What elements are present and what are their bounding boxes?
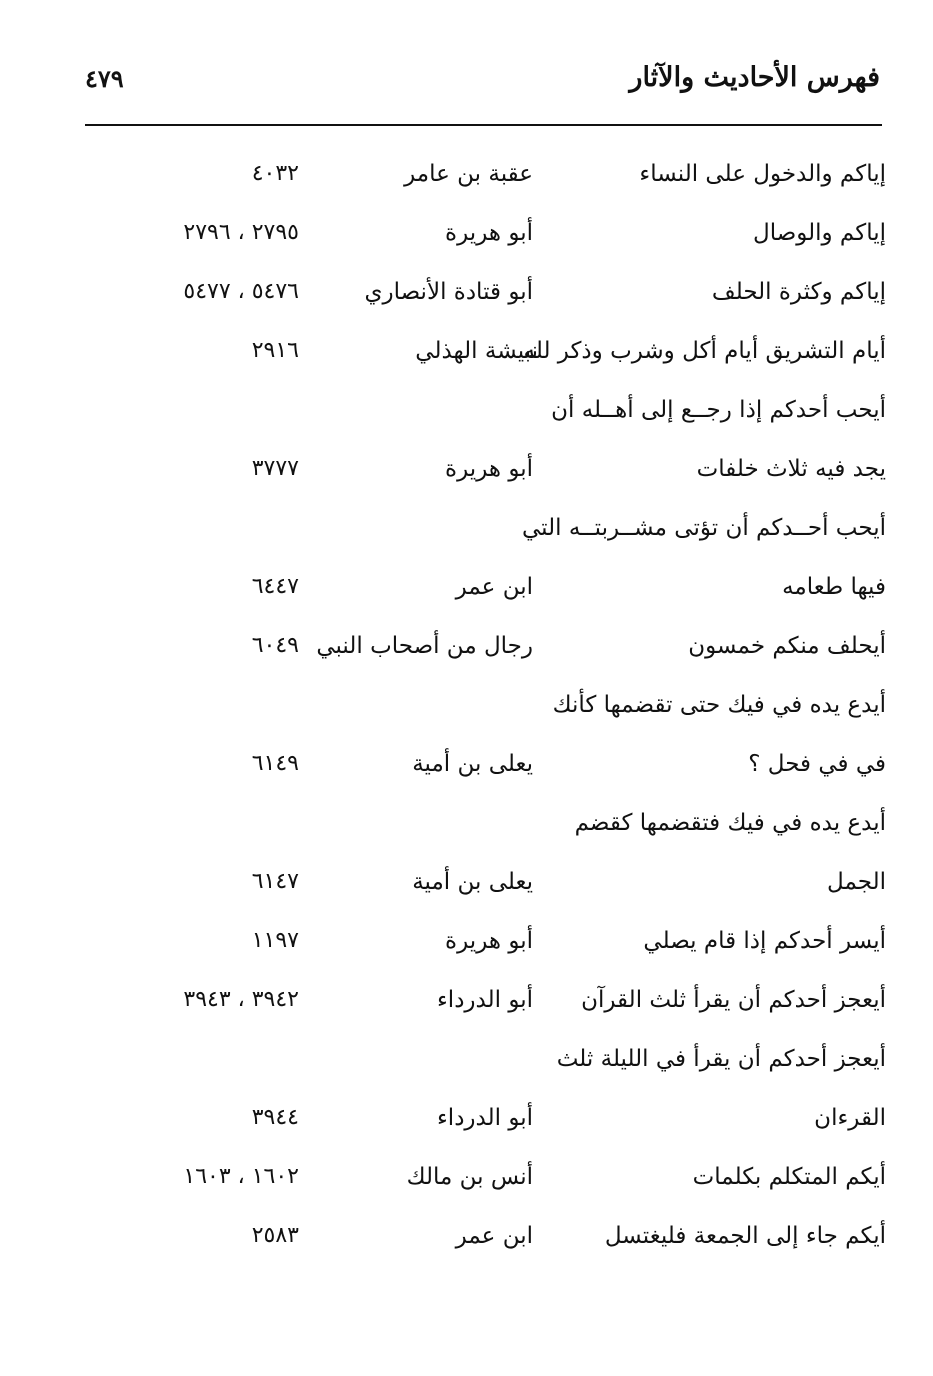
hadith-number: ٣٩٤٢ ، ٣٩٤٣	[183, 987, 299, 1012]
hadith-text: أيحب أحدكم إذا رجــع إلى أهــله أن	[551, 397, 886, 423]
hadith-text: أيعجز أحدكم أن يقرأ في الليلة ثلث	[556, 1046, 886, 1072]
hadith-text: إياكم وكثرة الحلف	[711, 279, 886, 305]
narrator-name: أبو الدرداء	[436, 987, 533, 1013]
page-header	[85, 62, 880, 118]
hadith-text: أيعجز أحدكم أن يقرأ ثلث القرآن	[581, 987, 886, 1013]
hadith-text: أيحب أحــدكم أن تؤتى مشــربتــه التي	[522, 515, 886, 541]
hadith-text: أيكم المتكلم بكلمات	[692, 1164, 886, 1190]
hadith-text: فيها طعامه	[782, 574, 886, 600]
narrator-name: ابن عمر	[455, 574, 533, 600]
hadith-text: أيسر أحدكم إذا قام يصلي	[643, 928, 886, 954]
hadith-text: القرءان	[814, 1105, 886, 1131]
page-title: فهرس الأحاديث والآثار	[629, 62, 880, 93]
hadith-number: ٤٠٣٢	[251, 161, 299, 186]
index-row	[0, 1035, 933, 1094]
hadith-number: ٢٧٩٥ ، ٢٧٩٦	[183, 220, 299, 245]
hadith-number: ٦٠٤٩	[251, 633, 299, 658]
hadith-text: إياكم والوصال	[752, 220, 886, 246]
page-number: ٤٧٩	[85, 64, 124, 93]
index-row	[0, 563, 933, 622]
index-row	[0, 1212, 933, 1271]
hadith-number: ٦١٤٩	[251, 751, 299, 776]
hadith-number: ١١٩٧	[251, 928, 299, 953]
hadith-number: ٢٥٨٣	[251, 1223, 299, 1248]
index-row	[0, 976, 933, 1035]
narrator-name: يعلى بن أمية	[412, 751, 533, 777]
narrator-name: نبيشة الهذلي	[415, 338, 538, 364]
hadith-number: ١٦٠٢ ، ١٦٠٣	[183, 1164, 299, 1189]
index-row	[0, 268, 933, 327]
hadith-text: أيحلف منكم خمسون	[688, 633, 886, 659]
index-row	[0, 740, 933, 799]
hadith-number: ٣٩٤٤	[251, 1105, 299, 1130]
index-row	[0, 1153, 933, 1212]
index-row	[0, 681, 933, 740]
index-row	[0, 445, 933, 504]
narrator-name: ابن عمر	[455, 1223, 533, 1249]
index-row	[0, 917, 933, 976]
hadith-number: ٣٧٧٧	[251, 456, 299, 481]
narrator-name: أبو هريرة	[445, 456, 533, 482]
hadith-text: أيدع يده في فيك حتى تقضمها كأنك	[552, 692, 886, 718]
index-row	[0, 622, 933, 681]
index-row	[0, 150, 933, 209]
hadith-text: أيدع يده في فيك فتقضمها كقضم	[574, 810, 886, 836]
hadith-number: ٥٤٧٦ ، ٥٤٧٧	[183, 279, 299, 304]
hadith-text: إياكم والدخول على النساء	[639, 161, 886, 187]
index-row	[0, 327, 933, 386]
hadith-text: أيكم جاء إلى الجمعة فليغتسل	[604, 1223, 886, 1249]
narrator-name: أبو قتادة الأنصاري	[364, 279, 533, 305]
narrator-name: يعلى بن أمية	[412, 869, 533, 895]
narrator-name: أبو الدرداء	[436, 1105, 533, 1131]
index-row	[0, 799, 933, 858]
hadith-text: يجد فيه ثلاث خلفات	[696, 456, 886, 482]
index-row	[0, 504, 933, 563]
index-row	[0, 858, 933, 917]
header-divider	[85, 124, 882, 126]
hadith-text: أيام التشريق أيام أكل وشرب وذكر لله	[523, 338, 886, 364]
narrator-name: أنس بن مالك	[406, 1164, 533, 1190]
hadith-index-list	[0, 150, 933, 1271]
narrator-name: أبو هريرة	[445, 220, 533, 246]
narrator-name: أبو هريرة	[445, 928, 533, 954]
hadith-text: في في فحل ؟	[748, 751, 886, 777]
index-row	[0, 386, 933, 445]
narrator-name: رجال من أصحاب النبي	[316, 633, 533, 659]
hadith-text: الجمل	[827, 869, 886, 895]
index-row	[0, 1094, 933, 1153]
index-row	[0, 209, 933, 268]
narrator-name: عقبة بن عامر	[404, 161, 533, 187]
hadith-number: ٢٩١٦	[251, 338, 299, 363]
hadith-number: ٦٤٤٧	[251, 574, 299, 599]
hadith-number: ٦١٤٧	[251, 869, 299, 894]
